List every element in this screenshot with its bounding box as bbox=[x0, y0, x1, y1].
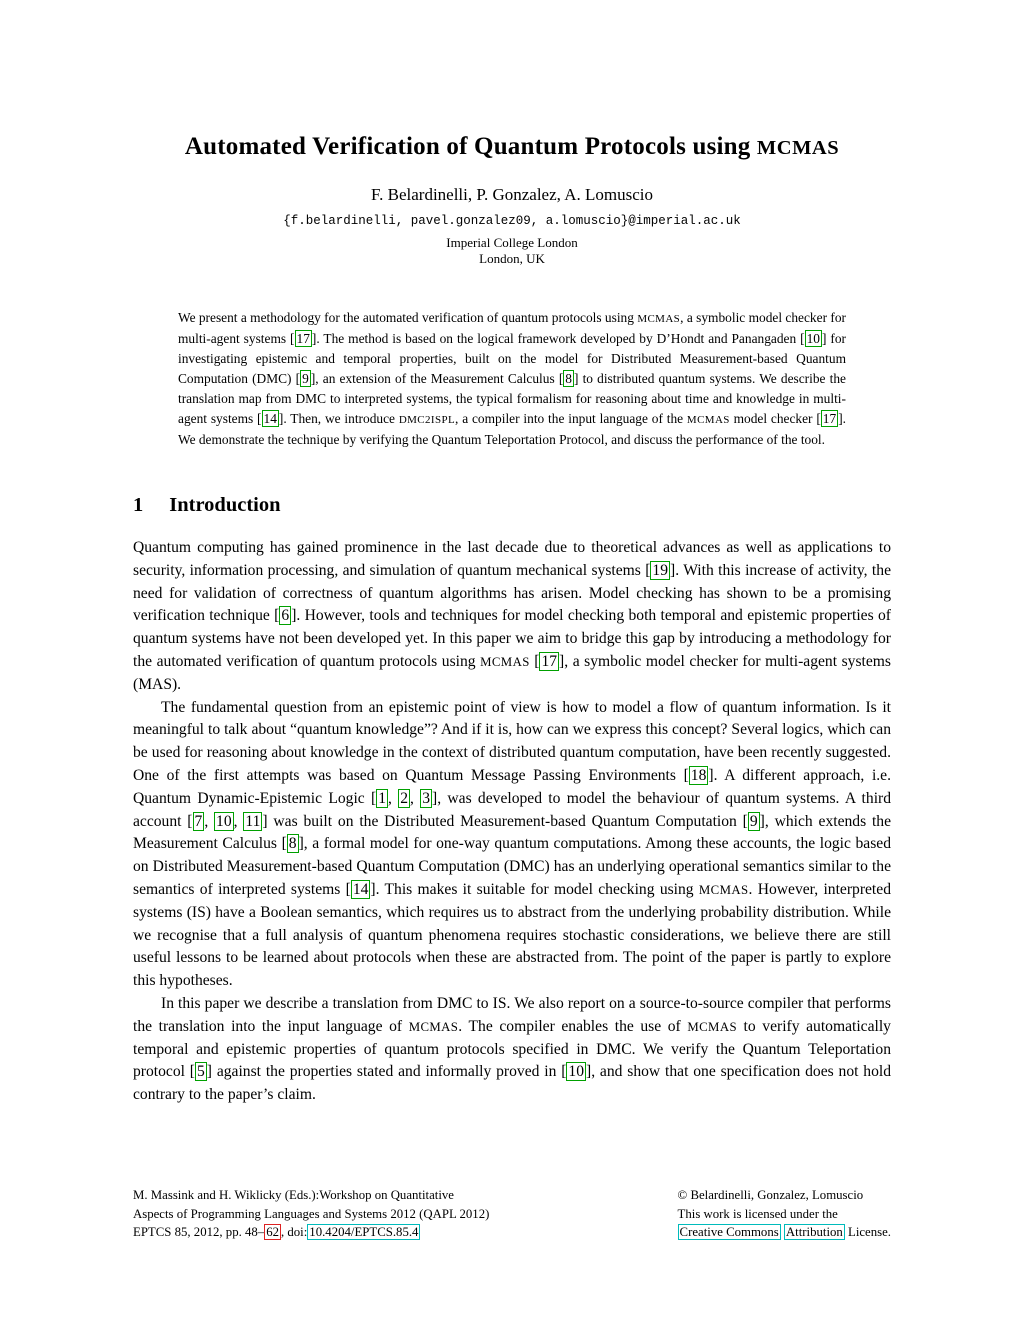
footer-copyright bbox=[678, 1186, 891, 1242]
smallcaps-text: DMC2ISPL bbox=[398, 414, 456, 426]
paper-title bbox=[133, 133, 891, 161]
footer-workshop-line: Aspects of Programming Languages and Systems 2012 (QAPL 2012) bbox=[133, 1206, 490, 1221]
smallcaps-text: MCMAS bbox=[480, 654, 530, 669]
citation-link[interactable]: 7 bbox=[194, 812, 203, 830]
footer-license-line-1: This work is licensed under the bbox=[677, 1206, 838, 1221]
citation-link[interactable]: 2 bbox=[400, 789, 408, 807]
smallcaps-text: MCMAS bbox=[686, 414, 730, 426]
citation-link[interactable]: 8 bbox=[565, 371, 572, 386]
citation-link[interactable]: 9 bbox=[302, 371, 309, 386]
citation-link[interactable]: 17 bbox=[541, 652, 558, 670]
page-ref-link[interactable]: 62 bbox=[266, 1225, 279, 1239]
smallcaps-text: MCMAS bbox=[756, 137, 840, 159]
citation-link[interactable]: 6 bbox=[281, 607, 290, 625]
footer-publication-info bbox=[133, 1186, 489, 1242]
citation-link[interactable]: 3 bbox=[422, 789, 430, 807]
footer-copyright-line: © Belardinelli, Gonzalez, Lomuscio bbox=[677, 1188, 864, 1202]
citation-link[interactable]: 14 bbox=[263, 411, 277, 426]
citation-link[interactable]: 5 bbox=[197, 1063, 205, 1081]
affiliation-institution: Imperial College London bbox=[446, 235, 578, 250]
abstract-paragraph: We present a methodology for the automated verification of quantum protocols using MCMAS, a symbolic model checker for multi-agent systems [ 17 ]. The method is based on the logical framework developed by D’Hondt and Panangaden [ 10 ] for investigating epistemic and temporal properties, built on the model for Distributed Measurement-based Quantum Computation (DMC) [ 9 ], an extension of the Measurement Calculus [ 8 ] to distributed quantum systems. We describe the translation map from DMC to interpreted systems, the typical formalism for reasoning about time and knowledge in multi-agent systems [ 14 ]. Then, we introduce DMC2ISPL, a compiler into the input language of the MCMAS model checker [ 17 ]. We demonstrate the technique by verifying the Quantum Teleportation Protocol, and discuss the performance of the tool. bbox=[178, 310, 847, 447]
citation-link[interactable]: 17 bbox=[296, 331, 310, 346]
intro-paragraph-1: Quantum computing has gained prominence in the last decade due to theoretical advances as well as applications to security, information processing, and simulation of quantum mechanical systems [ 19 ]. With this increase of activity, the need for validation of correctness of quantum algorithms has arisen. Model checking has shown to be a promising verification technique [ 6 ]. However, tools and techniques for model checking both temporal and epistemic properties of quantum systems have not been developed yet. In this paper we aim to bridge this gap by introducing a methodology for the automated verification of quantum protocols using MCMAS [ 17 ], a symbolic model checker for multi-agent systems (MAS). bbox=[133, 539, 891, 693]
citation-link[interactable]: 17 bbox=[822, 411, 837, 426]
affiliation-city: London, UK bbox=[479, 250, 545, 266]
external-link[interactable]: Attribution bbox=[785, 1225, 843, 1239]
footer-eptcs-doi-line: EPTCS 85, 2012, pp. 48– 62 , doi: 10.4204/EPTCS.85.4 bbox=[133, 1225, 419, 1239]
citation-link[interactable]: 11 bbox=[245, 812, 261, 830]
authors-line: F. Belardinelli, P. Gonzalez, A. Lomuscio bbox=[371, 185, 653, 204]
external-link[interactable]: Creative Commons bbox=[679, 1225, 779, 1239]
intro-paragraph-2: The fundamental question from an epistemic point of view is how to model a flow of quantum information. Is it meaningful to talk about “quantum knowledge”? And if it is, how can we express this concept? Several logics, which can be used for reasoning about knowledge in the context of distributed quantum computation, have been recently suggested. One of the first attempts was based on Quantum Message Passing Environments [ 18 ]. A different approach, i.e. Quantum Dynamic-Epistemic Logic [ 1 , 2 , 3 ], was developed to model the behaviour of quantum systems. A third account [ 7 , 10 , 11 ] was built on the Distributed Measurement-based Quantum Computation [ 9 ], which extends the Measurement Calculus [ 8 ], a formal model for one-way quantum computations. Among these accounts, the logic based on Distributed Measurement-based Quantum Computation (DMC) has an underlying operational semantics similar to the semantics of interpreted systems [ 14 ]. This makes it suitable for model checking using MCMAS. However, interpreted systems (IS) have a Boolean semantics, which requires us to abstract from the underlying probability distribution. While we recognise that a full analysis of quantum phenomena requires stochastic considerations, we believe there are still useful lessons to be learned about protocols when these are abstracted from. The point of the paper is partly to explore this hypotheses. bbox=[133, 698, 892, 990]
smallcaps-text: MCMAS bbox=[637, 313, 681, 325]
footer-license-line-2: Creative Commons Attribution License. bbox=[679, 1225, 891, 1239]
text-block bbox=[133, 0, 891, 1107]
external-link[interactable]: 10.4204/EPTCS.85.4 bbox=[309, 1225, 419, 1239]
paper-title-text: Automated Verification of Quantum Protocols using bbox=[184, 133, 757, 160]
citation-link[interactable]: 14 bbox=[352, 880, 369, 898]
section-title: Introduction bbox=[169, 494, 281, 516]
citation-link[interactable]: 9 bbox=[749, 812, 758, 830]
smallcaps-text: MCMAS bbox=[408, 1019, 459, 1034]
footer-editors-line: M. Massink and H. Wiklicky (Eds.):Workshop on Quantitative bbox=[133, 1188, 454, 1202]
smallcaps-text: MCMAS bbox=[698, 882, 749, 897]
citation-link[interactable]: 8 bbox=[288, 835, 297, 853]
citation-link[interactable]: 1 bbox=[378, 789, 386, 807]
smallcaps-text: MCMAS bbox=[687, 1019, 737, 1034]
page-footer bbox=[133, 1186, 891, 1242]
citation-link[interactable]: 10 bbox=[568, 1063, 584, 1081]
citation-link[interactable]: 19 bbox=[652, 561, 669, 579]
citation-link[interactable]: 10 bbox=[216, 812, 232, 830]
section-heading bbox=[133, 494, 891, 517]
section-number: 1 bbox=[133, 494, 144, 516]
citation-link[interactable]: 18 bbox=[690, 766, 707, 784]
citation-link[interactable]: 10 bbox=[806, 331, 820, 346]
intro-paragraph-3: In this paper we describe a translation from DMC to IS. We also report on a source-to-source compiler that performs the translation into the input language of MCMAS. The compiler enables the use of MCMAS to verify automatically temporal and epistemic properties of quantum protocols specified in DMC. We verify the Quantum Teleportation protocol [ 5 ] against the properties stated and informally proved in [ 10 ], and show that one specification does not hold contrary to the paper’s claim. bbox=[133, 994, 892, 1104]
author-emails: {f.belardinelli, pavel.gonzalez09, a.lomuscio}@imperial.ac.uk bbox=[283, 214, 741, 228]
